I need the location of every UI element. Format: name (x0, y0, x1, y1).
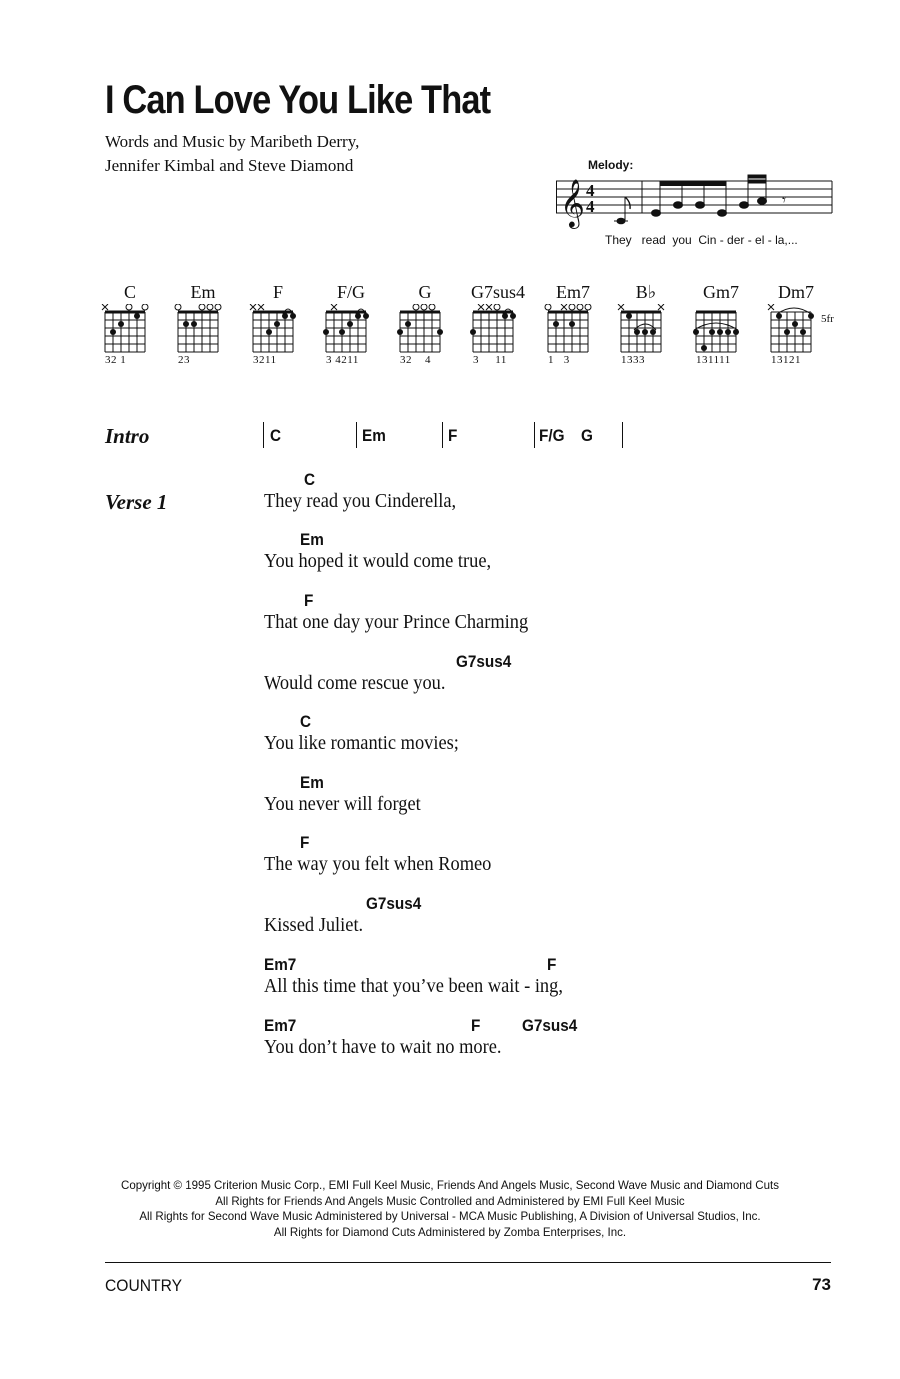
chord-symbol: Em7 (264, 1016, 297, 1035)
chord-symbol: Em (300, 530, 324, 549)
chord-diagram-f-g (316, 282, 386, 379)
chord-symbol: G7sus4 (456, 652, 512, 671)
chord-symbol: C (300, 712, 312, 731)
chord-fingering: 32 4 (400, 354, 431, 366)
lyric-line: Kissed Juliet. (264, 914, 364, 936)
footer-divider (105, 1262, 831, 1263)
page-number: 73 (812, 1275, 831, 1294)
intro-chord: F/G (539, 426, 565, 445)
chord-symbol: F (547, 955, 557, 974)
chord-fingering: 3211 (253, 354, 277, 366)
chord-fingering: 23 (178, 354, 190, 366)
chord-diagram-dm7 (761, 282, 834, 379)
credits-line-2: Jennifer Kimbal and Steve Diamond (105, 156, 354, 175)
bar-line (534, 422, 535, 448)
lyric-line: The way you felt when Romeo (264, 853, 492, 875)
copyright-line: Copyright © 1995 Criterion Music Corp., EMI Full Keel Music, Friends And Angels Music, Second Wave Music and Diamond Cuts (121, 1178, 779, 1192)
copyright-line: All Rights for Friends And Angels Music Controlled and Administered by EMI Full Keel Music (215, 1193, 685, 1208)
chord-diagram-name: B♭ (635, 282, 657, 302)
bar-line (263, 422, 264, 448)
lyric-line: You never will forget (264, 793, 421, 815)
chord-symbol: F (304, 591, 314, 610)
lyric-line: You like romantic movies; (264, 732, 459, 754)
chord-fingering: 13121 (771, 354, 801, 366)
svg-text:𝄾: 𝄾 (782, 191, 786, 209)
section-label-verse-1: Verse 1 (105, 490, 168, 514)
footer-genre: COUNTRY (105, 1276, 183, 1295)
bar-line (622, 422, 623, 448)
intro-chord: C (270, 426, 282, 445)
chord-fingering: 1 3 (548, 354, 570, 366)
section-label-intro: Intro (105, 424, 150, 448)
chord-fingering: 131111 (696, 354, 731, 366)
lyric-line: They read you Cinderella, (264, 490, 457, 512)
copyright-notice (18, 1178, 882, 1240)
chord-diagram-f (243, 282, 313, 379)
chord-diagram-name: F/G (336, 282, 365, 302)
intro-chord: G (581, 426, 593, 445)
chord-fingering: 3 11 (473, 354, 507, 366)
chord-fingering: 1333 (621, 354, 645, 366)
melody-staff (556, 170, 836, 232)
svg-text:4: 4 (586, 181, 595, 200)
svg-text:4: 4 (586, 197, 595, 216)
intro-chord: Em (362, 426, 386, 445)
lyric-line: You don’t have to wait no more. (264, 1036, 502, 1058)
melody-lyrics: They read you Cin - der - el - la,... (605, 233, 798, 247)
treble-clef-icon: 𝄞 (560, 178, 585, 227)
chord-fingering: 32 1 (105, 354, 127, 366)
bar-line (356, 422, 357, 448)
copyright-line: All Rights for Second Wave Music Administered by Universal - MCA Music Publishing, A Division of Universal Studios, Inc. (139, 1209, 761, 1223)
chord-diagram-name: Em (190, 282, 216, 302)
melody-label: Melody: (588, 158, 634, 172)
chord-diagram-em7 (538, 282, 608, 379)
song-credits (105, 130, 359, 178)
chord-diagram-name: Dm7 (778, 282, 814, 302)
chord-diagram-b-flat (611, 282, 681, 379)
chord-symbol: G7sus4 (366, 894, 422, 913)
chord-fret-position: 5fr (821, 313, 834, 325)
credits-line-1: Words and Music by Maribeth Derry, (105, 132, 360, 151)
chord-diagram-name: F (272, 282, 283, 302)
chord-symbol: C (304, 470, 316, 489)
song-title: I Can Love You Like That (105, 78, 491, 122)
chord-symbol: F (471, 1016, 481, 1035)
chord-diagram-name: Em7 (556, 282, 590, 302)
chord-diagram-g7sus4 (463, 282, 533, 379)
chord-diagram-em (168, 282, 238, 379)
chord-symbol: Em (300, 773, 324, 792)
chord-diagram-c (95, 282, 165, 379)
intro-chord: F (448, 426, 458, 445)
chord-diagram-gm7 (686, 282, 756, 379)
chord-diagram-name: G7sus4 (470, 282, 525, 302)
chord-diagram-name: Gm7 (703, 282, 739, 302)
lyric-line: All this time that you’ve been wait - ing, (264, 975, 563, 997)
chord-fingering: 3 4211 (326, 354, 359, 366)
chord-symbol: F (300, 833, 310, 852)
copyright-line: All Rights for Diamond Cuts Administered by Zomba Enterprises, Inc. (273, 1224, 627, 1239)
chord-diagram-name: G (418, 282, 432, 302)
chord-diagram-name: C (123, 282, 136, 302)
bar-line (442, 422, 443, 448)
lyric-line: That one day your Prince Charming (264, 611, 529, 633)
lyric-line: Would come rescue you. (264, 672, 446, 694)
lyric-line: You hoped it would come true, (264, 550, 492, 572)
chord-diagram-g (390, 282, 460, 379)
chord-symbol: G7sus4 (522, 1016, 578, 1035)
chord-symbol: Em7 (264, 955, 297, 974)
